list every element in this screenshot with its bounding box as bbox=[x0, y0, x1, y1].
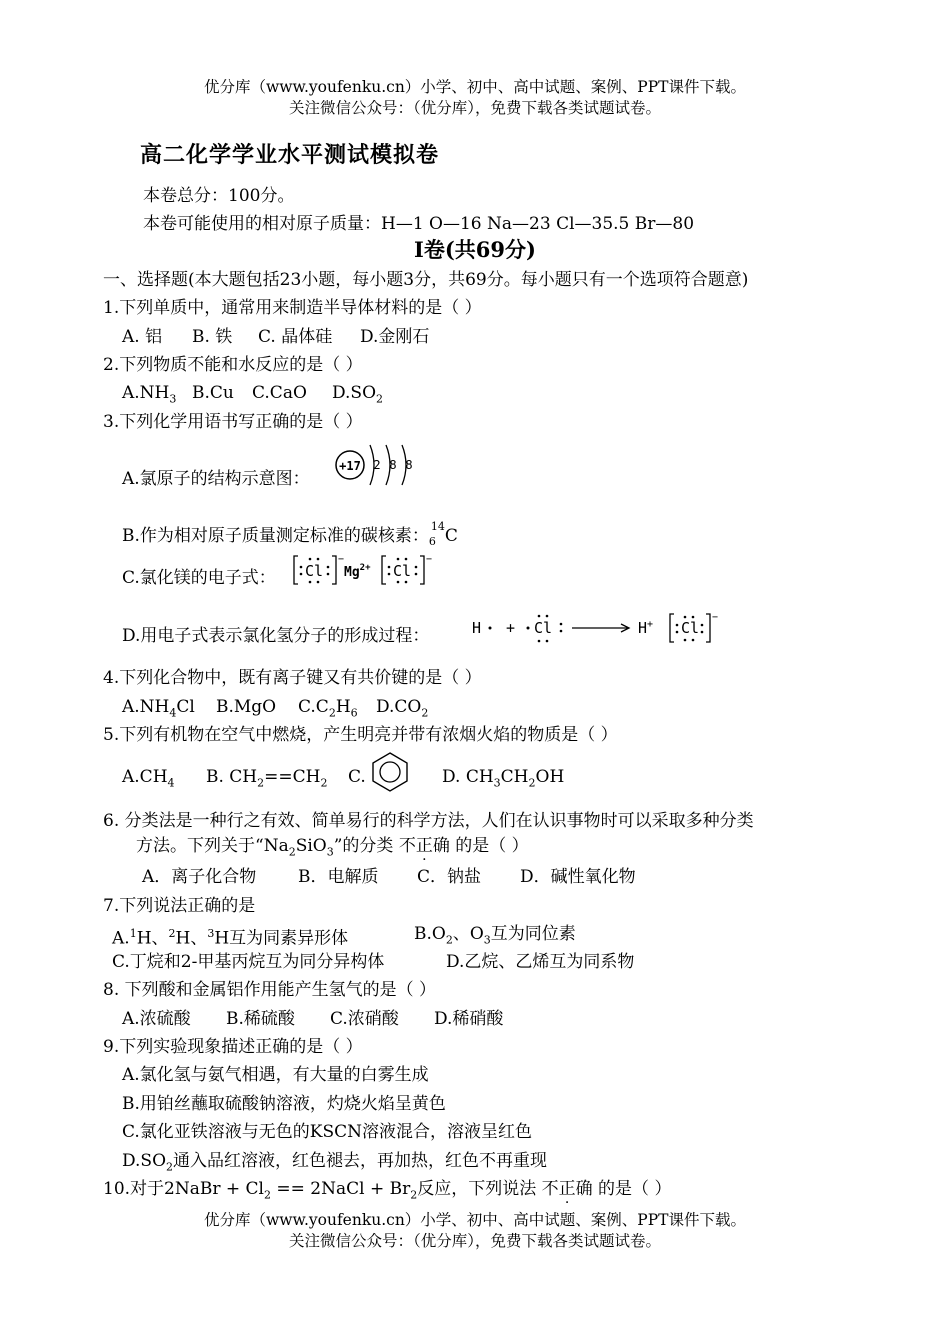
q7-option-c: C.丁烷和2-甲基丙烷互为同分异构体 bbox=[112, 952, 385, 972]
q6-option-c: C．钠盐 bbox=[417, 867, 482, 887]
svg-text:−: − bbox=[338, 554, 345, 565]
q1-option-b: B. 铁 bbox=[192, 327, 233, 347]
q5-option-b: B. $CH_2==CH_2$ bbox=[206, 767, 328, 790]
svg-text:Mg2+: $Mg^{2+}$ bbox=[344, 563, 371, 580]
q1-option-d: D.金刚石 bbox=[360, 327, 430, 347]
svg-text:Cl: Cl bbox=[681, 619, 700, 637]
atomic-masses: 本卷可能使用的相对原子质量：H—1 O—16 Na—23 Cl—35.5 Br—80 bbox=[143, 214, 695, 234]
exam-title: 高二化学学业水平测试模拟卷 bbox=[140, 142, 440, 168]
benzene-ring-structure bbox=[368, 750, 412, 794]
svg-text:+17: +17 bbox=[339, 459, 361, 473]
q5-option-a: $A.CH_4$ bbox=[122, 767, 175, 790]
q8-option-b: B.稀硫酸 bbox=[226, 1009, 295, 1029]
chlorine-atom-structure-diagram bbox=[332, 438, 422, 492]
q8-stem: 8. 下列酸和金属铝作用能产生氢气的是（ ） bbox=[103, 980, 437, 1000]
q8-option-d: D.稀硝酸 bbox=[434, 1009, 504, 1029]
q2-stem: 2.下列物质不能和水反应的是（ ） bbox=[103, 355, 363, 375]
q6-stem-line-1: 6. 分类法是一种行之有效、简单易行的科学方法，人们在认识事物时可以采取多种分类 bbox=[103, 811, 754, 831]
part-intro: 一、选择题(本大题包括23小题，每小题3分，共69分。每小题只有一个选项符合题意) bbox=[103, 270, 749, 290]
svg-text:Cl: Cl bbox=[305, 562, 324, 580]
q3-option-b bbox=[122, 520, 458, 548]
svg-text:2: 2 bbox=[373, 458, 381, 472]
q8-option-a: A.浓硫酸 bbox=[122, 1009, 191, 1029]
q3-option-d: D.用电子式表示氯化氢分子的形成过程： bbox=[122, 626, 430, 646]
q6-option-b: B．电解质 bbox=[298, 867, 379, 887]
svg-text:H: H bbox=[472, 619, 482, 637]
header-line-1: 优分库（www.youfenku.cn）小学、初中、高中试题、案例、PPT课件下载。 bbox=[203, 78, 747, 96]
q6-stem-pre: 方法。下列关于“$Na_2SiO_3$”的分类 bbox=[136, 836, 394, 859]
q1-option-c: C. 晶体硅 bbox=[258, 327, 333, 347]
q2-option-d: $D.SO_2$ bbox=[332, 383, 384, 406]
q1-option-a: A. 铝 bbox=[122, 327, 163, 347]
q2-option-b: B.Cu bbox=[192, 383, 234, 403]
q7-option-d: D.乙烷、乙烯互为同系物 bbox=[446, 952, 635, 972]
svg-text:Cl: Cl bbox=[393, 562, 412, 580]
q3-option-b-text: B.作为相对原子质量测定标准的碳核素： bbox=[122, 526, 429, 546]
section-title: I卷(共69分) bbox=[414, 237, 536, 262]
q7-option-a: A.$^1$H、$^2$H、$^3$H互为同素异形体 bbox=[112, 927, 349, 949]
q10-stem-pre: 10.对于2NaBr + $Cl_2$ == 2NaCl + $Br_2$反应，下列说法 bbox=[103, 1179, 537, 1202]
q7-stem: 7.下列说法正确的是 bbox=[103, 896, 256, 916]
svg-text:8: 8 bbox=[389, 458, 397, 472]
total-score: 本卷总分：100分。 bbox=[143, 186, 295, 206]
q10-stem-post: 的是（ ） bbox=[598, 1179, 672, 1199]
svg-text:−: − bbox=[426, 554, 433, 565]
svg-text:−: − bbox=[712, 612, 719, 623]
q5-stem: 5.下列有机物在空气中燃烧，产生明亮并带有浓烟火焰的物质是（ ） bbox=[103, 725, 618, 745]
q4-option-c: $C.C_2H_6$ bbox=[298, 697, 358, 720]
header-line-2: 关注微信公众号：（优分库），免费下载各类试题试卷。 bbox=[288, 99, 661, 117]
svg-text:8: 8 bbox=[405, 458, 413, 472]
q10-emphasis: 不正确 bbox=[541, 1179, 593, 1199]
carbon-nuclide-formula: 14 6 C bbox=[428, 520, 458, 548]
q9-option-b: B.用铂丝蘸取硫酸钠溶液，灼烧火焰呈黄色 bbox=[122, 1094, 446, 1114]
q6-emphasis: 不正确 bbox=[398, 836, 450, 856]
q3-option-c: C.氯化镁的电子式： bbox=[122, 568, 276, 588]
q9-option-a: A.氯化氢与氨气相遇，有大量的白雾生成 bbox=[122, 1065, 429, 1085]
svg-text:Cl: Cl bbox=[534, 619, 553, 637]
q10-stem bbox=[103, 1178, 671, 1206]
q4-option-d: $D.CO_2$ bbox=[376, 697, 429, 720]
svg-text:H+: H+ bbox=[638, 619, 654, 637]
q8-option-c: C.浓硝酸 bbox=[330, 1009, 399, 1029]
q9-stem: 9.下列实验现象描述正确的是（ ） bbox=[103, 1037, 363, 1057]
q3-option-a: A.氯原子的结构示意图： bbox=[122, 469, 310, 489]
q9-option-d: $D.SO_2$通入品红溶液，红色褪去，再加热，红色不再重现 bbox=[122, 1151, 548, 1174]
q4-option-b: B.MgO bbox=[216, 697, 277, 717]
footer-line-2: 关注微信公众号：（优分库），免费下载各类试题试卷。 bbox=[288, 1232, 661, 1250]
q6-option-d: D．碱性氧化物 bbox=[520, 867, 636, 887]
q1-stem: 1.下列单质中，通常用来制造半导体材料的是（ ） bbox=[103, 298, 482, 318]
q2-option-a: $A.NH_3$ bbox=[122, 383, 177, 406]
q9-option-c: C.氯化亚铁溶液与无色的KSCN溶液混合，溶液呈红色 bbox=[122, 1122, 533, 1142]
svg-text:+: + bbox=[506, 619, 516, 637]
magnesium-chloride-electron-formula bbox=[292, 550, 442, 590]
q2-option-c: C.CaO bbox=[252, 383, 307, 403]
q5-option-d: D. $CH_3CH_2OH$ bbox=[442, 767, 565, 790]
footer-line-1: 优分库（www.youfenku.cn）小学、初中、高中试题、案例、PPT课件下载。 bbox=[203, 1211, 747, 1229]
q4-option-a: $A.NH_4Cl$ bbox=[122, 697, 195, 720]
q4-stem: 4.下列化合物中，既有离子键又有共价键的是（ ） bbox=[103, 668, 482, 688]
hcl-formation-electron-diagram bbox=[468, 608, 728, 650]
q6-stem-line-2 bbox=[136, 835, 529, 863]
q6-option-a: A．离子化合物 bbox=[142, 867, 257, 887]
q5-option-c: C. bbox=[348, 767, 366, 787]
q7-option-b: $B.O_2$、$O_3$互为同位素 bbox=[414, 924, 576, 947]
q3-stem: 3.下列化学用语书写正确的是（ ） bbox=[103, 412, 363, 432]
q6-stem-post: 的是（ ） bbox=[455, 836, 529, 856]
